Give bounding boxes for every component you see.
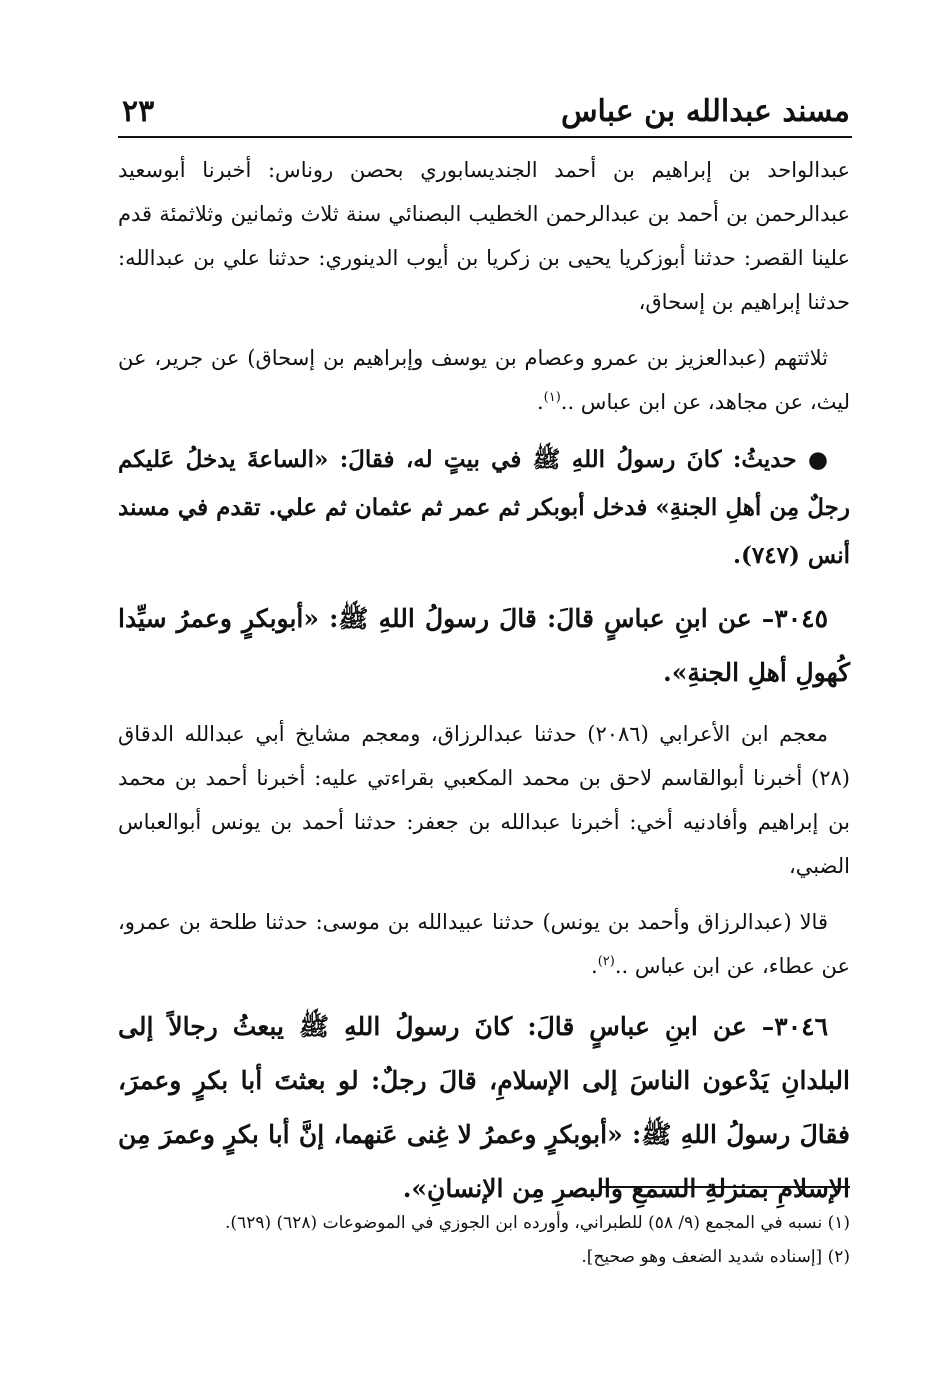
running-title: مسند عبدالله بن عباس [560, 94, 850, 129]
isnad-paragraph-2: ثلاثتهم (عبدالعزيز بن عمرو وعصام بن يوسف وإبراهيم بن إسحاق) عن جرير، عن ليث، عن مجاهد، عن ابن عباس ..$^{(١)}$. [118, 346, 850, 414]
footnote-ref-1: (١) [543, 390, 561, 405]
isnad-paragraph-2-text: ثلاثتهم (عبدالعزيز بن عمرو وعصام بن يوسف وإبراهيم بن إسحاق) عن جرير، عن ليث، عن مجاهد، عن ابن عباس .. [118, 346, 850, 414]
footnote-ref-2: (٢) [597, 954, 615, 969]
footnotes [118, 1206, 850, 1274]
isnad-paragraph-1: عبدالواحد بن إبراهيم بن أحمد الجنديسابوري بحصن روناس: أخبرنا أبوسعيد عبدالرحمن بن أحمد بن عبدالرحمن الخطيب البصنائي سنة ثلاث وثمانين وثلاثمئة قدم علينا القصر: حدثنا أبوزكريا يحيى بن زكريا بن أيوب الدينوري: حدثنا علي بن عبدالله: حدثنا إبراهيم بن إسحاق، [118, 158, 850, 314]
cross-reference-hadith: ● حديثُ: كانَ رسولُ اللهِ ﷺ في بيتٍ له، فقالَ: «الساعةَ يدخلُ عَليكم رجلٌ مِن أهلِ الجنةِ» فدخل أبوبكر ثم عمر ثم عثمان ثم علي. تقدم في مسند أنس (٧٤٧). [118, 446, 850, 569]
footnote-1: (١) نسبه في المجمع (٩/ ٥٨) للطبراني، وأورده ابن الجوزي في الموضوعات (٦٢٨) (٦٢٩). [225, 1213, 850, 1233]
hadith-text: – عن ابنِ عباسٍ قالَ: كانَ رسولُ اللهِ ﷺ يبعثُ رجالاً إلى البلدانِ يَدْعون الناسَ إلى الإسلامِ، قالَ رجلٌ: لو بعثتَ أبا بكرٍ وعمرَ، فقالَ رسولُ اللهِ ﷺ: «أبوبكرٍ وعمرُ لا غِنى عَنهما، إنَّ أبا بكرٍ وعمرَ مِن الإسلامِ بمنزلةِ السمعِ والبصرِ مِن الإنسانِ». [118, 1012, 850, 1203]
hadith-number: ٣٠٤٥ [774, 604, 828, 633]
hadith-3045 [118, 592, 850, 700]
page-number: ٢٣ [122, 94, 155, 129]
hadith-number: ٣٠٤٦ [774, 1012, 828, 1041]
hadith-text: – عن ابنِ عباسٍ قالَ: قالَ رسولُ اللهِ ﷺ: «أبوبكرٍ وعمرُ سيِّدا كُهولِ أهلِ الجنةِ». [118, 604, 850, 687]
isnad-paragraph-3: معجم ابن الأعرابي (٢٠٨٦) حدثنا عبدالرزاق، ومعجم مشايخ أبي عبدالله الدقاق (٢٨) أخبرنا أبوالقاسم لاحق بن محمد المكعبي بقراءتي عليه: أخبرنا أحمد بن محمد بن إبراهيم وأفادنيه أخي: أخبرنا عبدالله بن جعفر: حدثنا أحمد بن يونس أبوالعباس الضبي، [118, 722, 850, 878]
isnad-paragraph-4-text: قالا (عبدالرزاق وأحمد بن يونس) حدثنا عبيدالله بن موسى: حدثنا طلحة بن عمرو، عن عطاء، عن ابن عباس .. [118, 910, 850, 978]
footnote-separator [600, 1186, 850, 1188]
isnad-paragraph-4: قالا (عبدالرزاق وأحمد بن يونس) حدثنا عبيدالله بن موسى: حدثنا طلحة بن عمرو، عن عطاء، عن ابن عباس ..$^{(٢)}$. [118, 910, 850, 978]
header-rule [118, 136, 852, 138]
main-text [118, 148, 850, 1228]
footnote-2: (٢) [إسناده شديد الضعف وهو صحيح]. [581, 1247, 850, 1267]
page-header [122, 88, 850, 132]
hadith-3046 [118, 1000, 850, 1216]
